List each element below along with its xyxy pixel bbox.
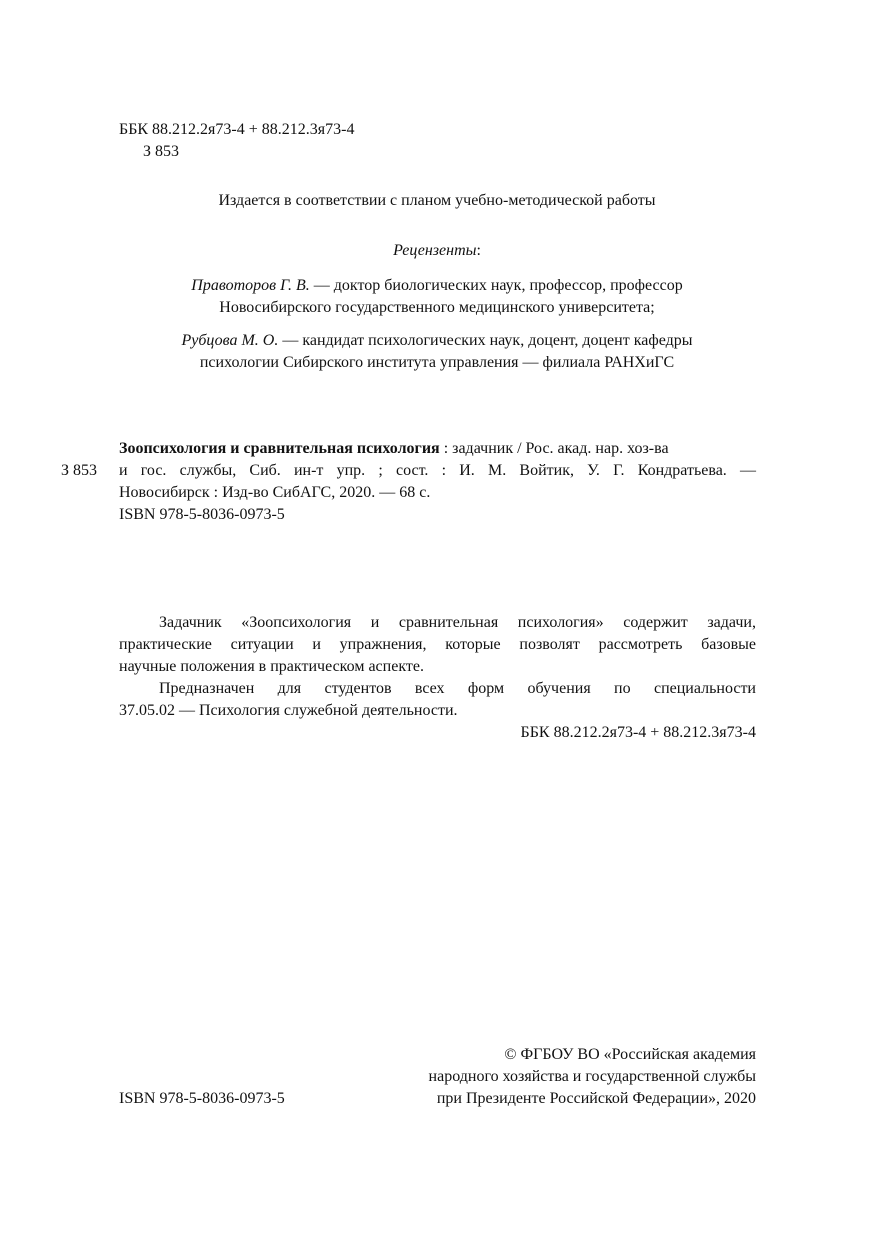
catalog-isbn: ISBN 978-5-8036-0973-5 bbox=[119, 506, 285, 523]
annotation-line-2: практические ситуации и упражнения, которые позволят рассмотреть базовые bbox=[119, 636, 756, 653]
reviewer-2-name: Рубцова М. О. bbox=[181, 332, 279, 349]
author-mark: З 853 bbox=[143, 143, 180, 160]
reviewer-2-line-1 bbox=[0, 331, 874, 351]
annotation-line-3: научные положения в практическом аспекте. bbox=[119, 658, 424, 675]
reviewer-2-line-2: психологии Сибирского института управления — филиала РАНХиГС bbox=[199, 354, 675, 371]
catalog-mark: З 853 bbox=[61, 462, 98, 479]
plan-note: Издается в соответствии с планом учебно-методической работы bbox=[218, 192, 656, 209]
reviewers-heading-label: Рецензенты bbox=[393, 242, 477, 259]
reviewer-1-line-2: Новосибирского государственного медицинского университета; bbox=[219, 299, 655, 316]
annotation-bbk: ББК 88.212.2я73-4 + 88.212.3я73-4 bbox=[520, 724, 756, 741]
bbk-index: ББК 88.212.2я73-4 + 88.212.3я73-4 bbox=[119, 121, 355, 138]
reviewers-heading bbox=[0, 241, 874, 261]
catalog-line-3: Новосибирск : Изд-во СибАГС, 2020. — 68 с. bbox=[119, 484, 431, 501]
copyright-line-3: при Президенте Российской Федерации», 2020 bbox=[436, 1090, 756, 1107]
reviewer-1-name: Правоторов Г. В. bbox=[191, 277, 310, 294]
catalog-line-1-rest: : задачник / Рос. акад. нар. хоз-ва bbox=[439, 440, 669, 457]
reviewer-1-credentials: — доктор биологических наук, профессор, профессор bbox=[309, 277, 683, 294]
annotation-line-5: 37.05.02 — Психология служебной деятельности. bbox=[119, 702, 458, 719]
copyright-line-2: народного хозяйства и государственной службы bbox=[428, 1068, 756, 1085]
footer-isbn: ISBN 978-5-8036-0973-5 bbox=[119, 1090, 285, 1107]
reviewer-2-credentials: — кандидат психологических наук, доцент, доцент кафедры bbox=[278, 332, 693, 349]
reviewer-1-line-1 bbox=[0, 276, 874, 296]
catalog-title: Зоопсихология и сравнительная психология bbox=[119, 440, 440, 457]
annotation-line-1: Задачник «Зоопсихология и сравнительная психология» содержит задачи, bbox=[159, 614, 756, 631]
copyright-line-1: © ФГБОУ ВО «Российская академия bbox=[504, 1046, 756, 1063]
catalog-line-2: и гос. службы, Сиб. ин-т упр. ; сост. : И. М. Войтик, У. Г. Кондратьева. — bbox=[119, 462, 756, 479]
catalog-line-1 bbox=[119, 439, 669, 459]
reviewers-heading-colon: : bbox=[476, 242, 481, 259]
annotation-line-4: Предназначен для студентов всех форм обучения по специальности bbox=[159, 680, 756, 697]
